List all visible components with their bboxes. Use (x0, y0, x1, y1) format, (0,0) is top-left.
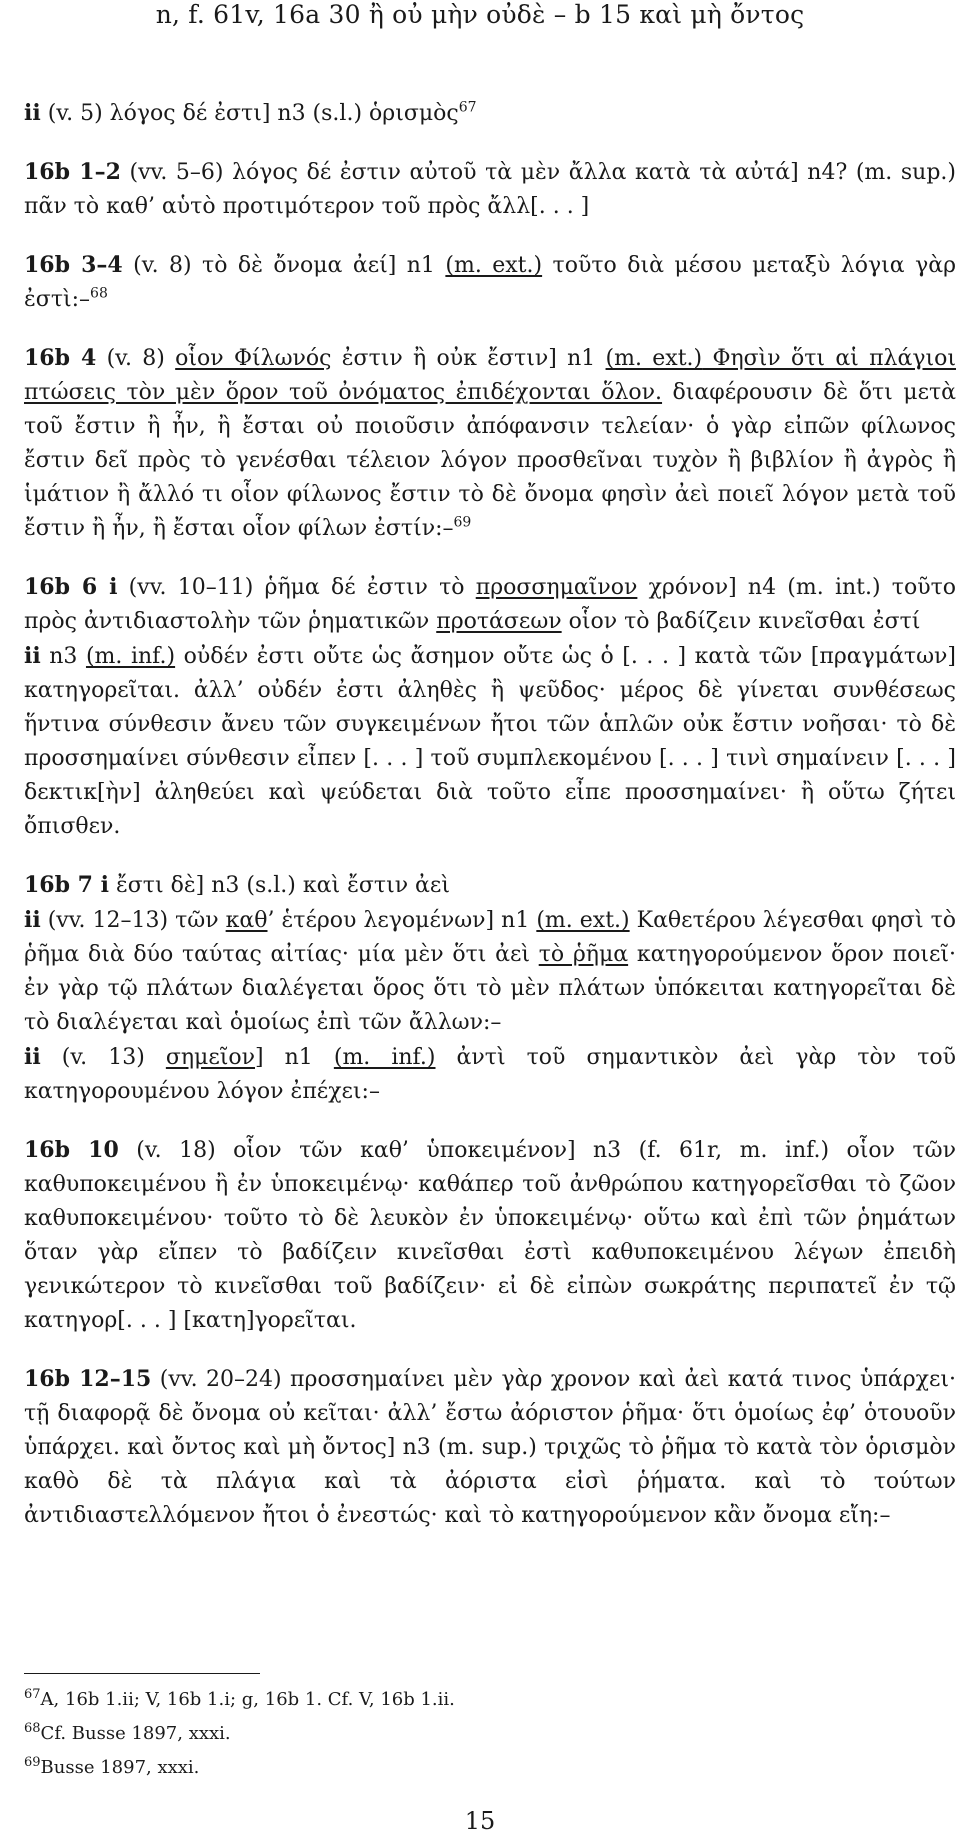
underlined-text: προσσημαῖνον (475, 575, 638, 600)
footnote-67 (24, 1683, 924, 1717)
entry-text: (vv. 20–24) προσσημαίνει μὲν γὰρ χρονον καὶ ἀεὶ κατά τινος ὑπάρχει· τῇ διαφορᾷ δὲ ὄνομα οὐ κεῖται· ἀλλ’ ἔστω ἀόριστον ῥῆμα· ὅτι ὁμοίως ἐφ’ ὁτουοῦν ὑπάρχει. καὶ ὄντος καὶ μὴ ὄντος] n3 (m. sup.) τριχῶς τὸ ῥῆμα τὸ κατὰ τὸν ὁρισμὸν καθὸ δὲ τὰ πλάγια καὶ τὰ ἀόριστα εἰσὶ ῥήματα. καὶ τὸ τούτων ἀντιδιαστελλόμενον ἤτοι ὁ ἐνεστώς· καὶ τὸ κατηγορούμενον κἂν ὄνομα εἴη:– (24, 1367, 956, 1528)
entry-text: ’ ἑτέρου λεγομένων] n1 (267, 908, 537, 933)
entry-text: ἀντὶ τοῦ σημαντικὸν ἀεὶ γὰρ τὸν τοῦ κατηγορουμένου λόγον ἐπέχει:– (24, 1045, 956, 1104)
lemma-label: ii (24, 100, 41, 126)
entry-16b7-ii-v13 (24, 1040, 956, 1109)
underlined-text: σημεῖον (165, 1045, 255, 1070)
lemma-label: ii (24, 907, 41, 933)
entry-text: Καθετέρου λέγεσθαι φησὶ τὸ ῥῆμα διὰ δύο ταύτας αἰτίας· μία μὲν ὅτι ἀεὶ (24, 908, 956, 967)
entry-text: (v. 5) λόγος δέ ἐστι] n3 (s.l.) ὁρισμὸς (40, 101, 459, 126)
entry-16b12-15 (24, 1362, 956, 1533)
entry-text: ἔστι δὲ] n3 (s.l.) καὶ ἔστιν ἀεὶ (108, 873, 450, 898)
footnote-69 (24, 1751, 924, 1785)
entry-16b7-i (24, 868, 956, 903)
underlined-text: τὸ ῥῆμα (538, 942, 629, 967)
entry-text: τοῦτο διὰ μέσου μεταξὺ λόγια γὰρ ἐστὶ:– (24, 253, 957, 312)
lemma-label: 16b 4 (24, 345, 97, 371)
entry-text: (v. 8) (96, 346, 176, 371)
lemma-label: 16b 10 (24, 1137, 119, 1163)
entry-text: (v. 13) (40, 1045, 166, 1070)
entry-text: (vv. 10–11) ῥῆμα δέ ἐστιν τὸ (117, 575, 476, 600)
lemma-label: 16b 7 i (24, 872, 109, 898)
footnote-ref: 67 (458, 99, 477, 116)
entry-text: κατηγορούμενον ὅρον ποιεῖ· ἐν γὰρ τῷ πλάτων διαλέγεται ὅρος ὅτι τὸ μὲν πλάτων ὑπόκειται κατηγορεῖται δὲ τὸ διαλέγεται καὶ ὁμοίως ἐπὶ τῶν ἄλλων:– (24, 942, 956, 1035)
entry-text: διαφέρουσιν δὲ ὅτι μετὰ τοῦ ἔστιν ἢ ἦν, ἢ ἔσται οὐ ποιοῦσιν ἀπόφανσιν τελείαν· ὁ γὰρ εἰπῶν φίλωνος ἔστιν δεῖ πρὸς τὸ γενέσθαι τέλειον λόγον προσθεῖναι τυχὸν ἢ βιβλίον ἢ ἀγρὸς ἢ ἱμάτιον ἢ ἄλλό τι οἷον φίλωνος ἔστιν τὸ δὲ ὄνομα φησὶν ἀεὶ ποιεῖ λόγον μετὰ τοῦ ἔστιν ἢ ἦν, ἢ ἔσται οἷον φίλων ἐστίν:– (24, 380, 956, 541)
running-head: n, f. 61v, 16a 30 ἢ οὐ μὴν οὐδὲ – b 15 καὶ μὴ ὄντος (155, 0, 805, 29)
entry-16b10 (24, 1133, 956, 1338)
footnote-ref: 69 (453, 514, 472, 531)
underlined-text: (m. inf.) (85, 644, 176, 669)
underlined-text: προτάσεων (436, 609, 562, 634)
entry-16b3-4 (24, 248, 956, 317)
entry-text: (v. 18) οἷον τῶν καθ’ ὑποκειμένον] n3 (f. 61r, m. inf.) οἷον τῶν καθυποκειμένου ἢ ἐν ὑποκειμένῳ· καθάπερ τοῦ ἀνθρώπου κατηγορεῖσθαι τὸ ζῶον καθυποκειμένου· τοῦτο τὸ δὲ λευκὸν ἐν ὑποκειμένῳ· οὕτω καὶ ἐπὶ τῶν ῥημάτων ὅταν γὰρ εἴπεν τὸ βαδίζειν κινεῖσθαι ἐστὶ καθυποκειμένου λέγων ἐπειδὴ γενικώτερον τὸ κινεῖσθαι τοῦ βαδίζειν· εἰ δὲ εἰπὼν σωκράτης περιπατεῖ ἐν τῷ κατηγορ[. . . ] [κατη]γορεῖται. (24, 1138, 957, 1333)
lemma-label: ii (24, 1044, 41, 1070)
entry-text: (vv. 5–6) λόγος δέ ἐστιν αὐτοῦ τὰ μὲν ἄλλα κατὰ τὰ αὐτά] n4? (m. sup.) πᾶν τὸ καθ’ αὑτὸ προτιμότερον τοῦ πρὸς ἄλλ[. . . ] (24, 160, 956, 219)
entry-text: n3 (40, 644, 86, 669)
underlined-text: Φησὶν ὅτι αἱ πλάγιοι πτώσεις τὸν μὲν ὅρον τοῦ ὀνόματος ἐπιδέχονται ὅλον. (24, 346, 957, 405)
footnote-68 (24, 1717, 924, 1751)
underlined-text: (m. inf.) (333, 1045, 436, 1070)
footnote-text: Busse 1897, xxxi. (40, 1757, 200, 1778)
entry-16b1-2 (24, 155, 956, 224)
entry-text: (vv. 12–13) τῶν (40, 908, 226, 933)
entry-ii-v5 (24, 96, 956, 131)
underlined-text: καθ (225, 908, 268, 933)
lemma-label: 16b 3–4 (24, 252, 123, 278)
lemma-label: 16b 6 i (24, 574, 118, 600)
entry-text: ἐστιν ἢ οὐκ ἔστιν] n1 (331, 346, 606, 371)
commentary-body (24, 96, 956, 1557)
entry-16b6-i (24, 570, 956, 639)
footnote-number: 69 (24, 1755, 41, 1770)
footnote-number: 68 (24, 1721, 41, 1736)
lemma-label: 16b 1–2 (24, 159, 121, 185)
page-number: 15 (464, 1807, 496, 1835)
footnote-rule (24, 1673, 260, 1674)
entry-text: (v. 8) τὸ δὲ ὄνομα ἀεί] n1 (122, 253, 446, 278)
entry-text: οὐδέν ἐστι οὔτε ὡς ἄσημον οὔτε ὡς ὁ [. . . ] κατὰ τῶν [πραγμάτων] κατηγορεῖται. ἀλλ’ οὐδέν ἐστι ἀληθὲς ἢ ψεῦδος· μέρος δὲ γίνεται συνθέσεως ἥντινα σύνθεσιν ἄνευ τῶν συγκειμένων ἤτοι τῶν ἁπλῶν οὐκ ἔστιν νοῆσαι· τὸ δὲ προσσημαίνει σύνθεσιν εἶπεν [. . . ] τοῦ συμπλεκομένου [. . . ] τινὶ σημαίνειν [. . . ] δεκτικ[ὴν] ἀληθεύει καὶ ψεύδεται διὰ τοῦτο εἶπε προσσημαίνει· ἢ οὕτω ζήτει ὄπισθεν. (24, 644, 957, 839)
underlined-text: οἷον Φίλωνός (175, 346, 332, 371)
footnote-ref: 68 (90, 285, 108, 302)
lemma-label: ii (24, 643, 41, 669)
entry-16b7-ii (24, 903, 956, 1040)
footnotes (24, 1683, 924, 1785)
underlined-text: (m. ext.) (536, 908, 630, 933)
entry-16b6-ii (24, 639, 956, 844)
underlined-text: (m. ext.) (605, 346, 703, 371)
entry-text: χρόνον] n4 (m. int.) τοῦτο πρὸς ἀντιδιαστολὴν τῶν ῥηματικῶν (24, 575, 957, 634)
entry-16b4 (24, 341, 956, 546)
footnote-text: Cf. Busse 1897, xxxi. (40, 1723, 231, 1744)
footnote-number: 67 (24, 1687, 41, 1702)
lemma-label: 16b 12–15 (24, 1366, 152, 1392)
entry-text: ] n1 (255, 1045, 334, 1070)
footnote-text: A, 16b 1.ii; V, 16b 1.i; g, 16b 1. Cf. V, 16b 1.ii. (40, 1689, 455, 1710)
underlined-text: (m. ext.) (445, 253, 543, 278)
entry-text: οἷον τὸ βαδίζειν κινεῖσθαι ἐστί (561, 609, 921, 634)
